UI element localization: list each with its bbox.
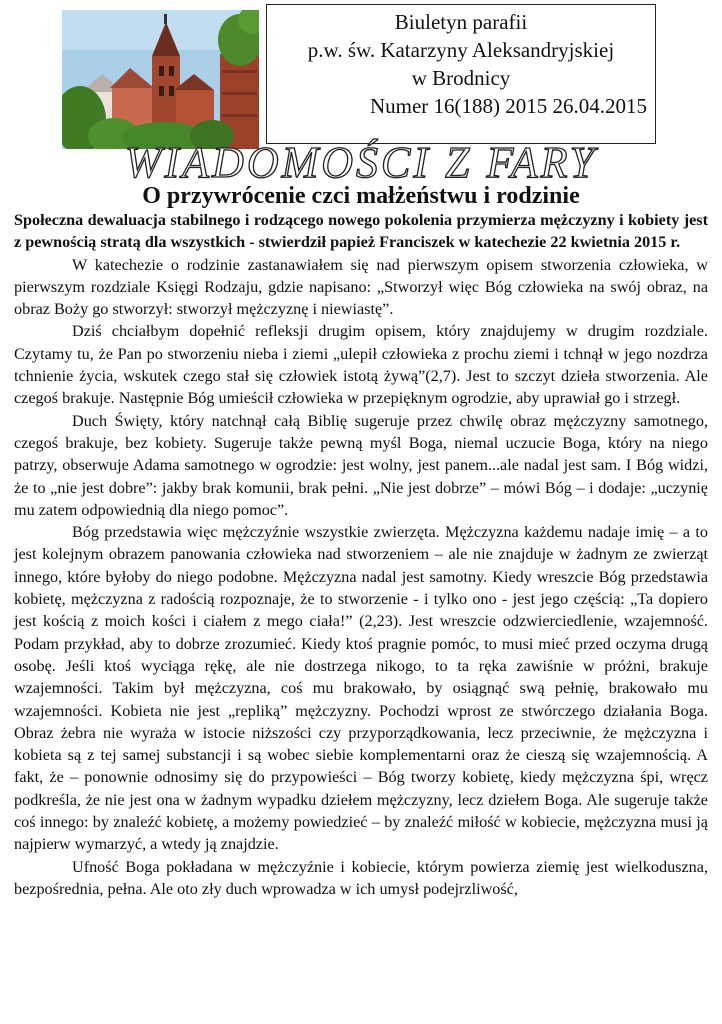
newsletter-title: WIADOMOŚCI Z FARY — [124, 138, 598, 187]
article-paragraph: Bóg przedstawia więc mężczyźnie wszystkie zwierzęta. Mężczyzna każdemu nadaje imię – a to jest kolejnym obrazem panowania człowieka nad stworzeniem – ale nie znajduje w żadnym ze zwierząt innego, które byłoby do niego podobne. Mężczyzna nadal jest samotny. Kiedy wreszcie Bóg przedstawia kobietę, mężczyzna z radością rozpoznaje, że to stworzenie - i tylko ono - jest jego częścią: „Ta dopiero jest kością z moich kości i ciałem z mego ciała!” (2,23). Jest wreszcie odzwierciedlenie, wzajemność. Podam przykład, aby to dobrze zrozumieć. Kiedy ktoś pragnie pomóc, to musi mieć przed oczyma drugą osobę. Jeśli ktoś wyciąga rękę, ale nie dostrzega nikogo, to ta ręka zawiśnie w próżni, brakuje wzajemności. Takim był mężczyzna, coś mu brakowało, by osiągnąć swą pełnię, brakowało mu wzajemności. Kobieta nie jest „repliką” mężczyzny. Pochodzi wprost ze stwórczego działania Boga. Obraz żebra nie wyraża w istocie niższości czy przyporządkowania, lecz przeciwnie, że mężczyzna i kobieta są z tej samej substancji i są wobec siebie komplementarni oraz że cieszą się wzajemnością. A fakt, że – ponownie odnosimy się do przypowieści – Bóg tworzy kobietę, kiedy mężczyzna śpi, wręcz podkreśla, że nie jest ona w żadnym wypadku dziełem mężczyzny, lecz dziełem Boga. Ale sugeruje także coś innego: by znaleźć kobietę, a możemy powiedzieć – by znaleźć miłość w kobiecie, mężczyzna musi ją najpierw wymarzyć, a wtedy ją znajdzie. — [14, 523, 708, 854]
article-paragraph: Duch Święty, który natchnął całą Biblię sugeruje przez chwilę obraz mężczyzny samotnego, czegoś brakuje, bez kobiety. Sugeruje także pewną myśl Boga, niemal uczucie Boga, który na niego patrzy, obserwuje Adama samotnego w ogrodzie: jest wolny, jest panem...ale nadal jest sam. I Bóg widzi, że to „nie jest dobre”: jakby brak komunii, brak pełni. „Nie jest dobrze” – mówi Bóg – i dodaje: „uczynię mu zatem odpowiednią dla niego pomoc”. — [14, 411, 708, 519]
article-paragraph: Dziś chciałbym dopełnić refleksji drugim opisem, który znajdujemy w drugim rozdziale. Czytamy tu, że Pan po stworzeniu nieba i ziemi „ulepił człowieka z prochu ziemi i tchnął w jego nozdrza tchnienie życia, wskutek czego stał się człowiek istotą żywą”(2,7). Jest to szczyt dzieła stworzenia. Ale czegoś brakuje. Następnie Bóg umieścił człowieka w przepięknym ogrodzie, aby uprawiał go i strzegł. — [14, 322, 708, 408]
article-headline: O przywrócenie czci małżeństwu i rodzinie — [142, 183, 580, 209]
church-photo-illustration — [62, 10, 259, 149]
article-lead: Społeczna dewaluacja stabilnego i rodzącego nowego pokolenia przymierza mężczyzny i kobiety jest z pewnością stratą dla wszystkich - stwierdził papież Franciszek w katechezie 22 kwietnia 2015 r. — [14, 211, 708, 252]
parish-town: w Brodnicy — [411, 66, 511, 90]
article-paragraph: W katechezie o rodzinie zastanawiałem się nad pierwszym opisem stworzenia człowieka, w pierwszym rozdziale Księgi Rodzaju, gdzie napisano: „Stworzył więc Bóg człowieka na swój obraz, na obraz Boży go stworzył: stworzył mężczyznę i niewiastę”. — [14, 255, 708, 319]
parish-name: p.w. św. Katarzyny Aleksandryjskiej — [307, 38, 615, 62]
article-paragraph: Ufność Boga pokładana w mężczyźnie i kobiecie, którym powierza ziemię jest wielkoduszna, bezpośrednia, pełna. Ale oto zły duch wprowadza w ich umysł podejrzliwość, — [14, 857, 708, 898]
parish-bulletin-label: Biuletyn parafii — [394, 10, 528, 34]
church-photo — [62, 10, 259, 149]
masthead-box — [266, 4, 656, 144]
issue-number-date: Numer 16(188) 2015 26.04.2015 — [369, 94, 647, 118]
article-body — [14, 209, 708, 900]
